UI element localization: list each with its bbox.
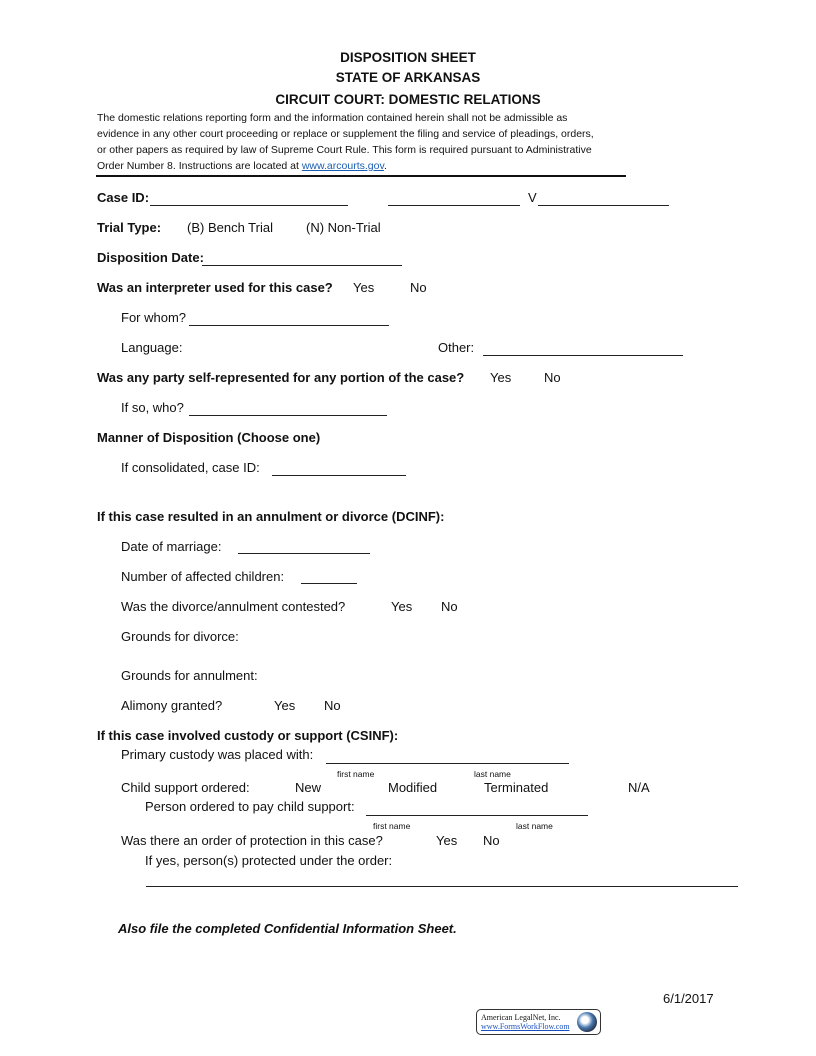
other-label: Other: [438,340,475,355]
contested-question: Was the divorce/annulment contested? [121,599,346,614]
contested-yes[interactable]: Yes [391,599,413,614]
party2-field[interactable] [538,205,669,206]
last-name-caption: last name [474,769,511,779]
protection-question: Was there an order of protection in this case? [121,833,383,848]
party1-field[interactable] [388,205,520,206]
first-name-caption: first name [373,821,411,831]
case-id-label: Case ID: [97,190,150,205]
logo-company: American LegalNet, Inc. [481,1013,561,1022]
primary-custody-field[interactable] [326,763,569,764]
subtitle-state: STATE OF ARKANSAS [335,70,481,85]
protection-yes[interactable]: Yes [436,833,458,848]
case-id-field[interactable] [150,205,348,206]
title: DISPOSITION SHEET [340,50,476,65]
protected-persons-field[interactable] [146,886,738,887]
date-of-marriage-label: Date of marriage: [121,539,222,554]
also-file-note: Also file the completed Confidential Information Sheet. [118,921,457,936]
if-so-who-field[interactable] [189,415,387,416]
child-support-label: Child support ordered: [121,780,250,795]
form-date: 6/1/2017 [663,991,714,1006]
disposition-date-field[interactable] [202,265,402,266]
for-whom-label: For whom? [121,310,187,325]
contested-no[interactable]: No [441,599,458,614]
interpreter-question: Was an interpreter used for this case? [97,280,333,295]
trial-type-label: Trial Type: [97,220,162,235]
disposition-date-label: Disposition Date: [97,250,204,265]
self-represented-question: Was any party self-represented for any portion of the case? [97,370,465,385]
option-non-trial[interactable]: (N) Non-Trial [306,220,381,235]
grounds-annulment-label: Grounds for annulment: [121,668,258,683]
support-new[interactable]: New [295,780,322,795]
interpreter-no[interactable]: No [410,280,427,295]
support-modified[interactable]: Modified [388,780,438,795]
support-na[interactable]: N/A [628,780,650,795]
arcourts-link[interactable]: www.arcourts.gov [301,160,384,172]
custody-support-heading: If this case involved custody or support (CSINF): [97,728,399,743]
person-pay-field[interactable] [366,815,588,816]
grounds-divorce-label: Grounds for divorce: [121,629,239,644]
globe-icon [577,1012,597,1032]
annulment-divorce-heading: If this case resulted in an annulment or divorce (DCINF): [97,509,445,524]
period: . [383,160,387,172]
protected-persons-label: If yes, person(s) protected under the order: [145,853,393,868]
self-rep-no[interactable]: No [544,370,561,385]
manner-of-disposition-label: Manner of Disposition (Choose one) [97,430,321,445]
primary-custody-label: Primary custody was placed with: [121,747,314,762]
support-terminated[interactable]: Terminated [484,780,549,795]
if-so-who-label: If so, who? [121,400,184,415]
notice-line: or other papers as required by law of Supreme Court Rule. This form is required pursuant to Administrative [97,144,592,156]
for-whom-field[interactable] [189,325,389,326]
versus-label: V [528,190,537,205]
children-label: Number of affected children: [121,569,285,584]
notice-line: The domestic relations reporting form and the information contained herein shall not be admissible as [97,112,568,124]
language-label: Language: [121,340,183,355]
option-bench-trial[interactable]: (B) Bench Trial [187,220,273,235]
alimony-label: Alimony granted? [121,698,223,713]
consolidated-case-id-field[interactable] [272,475,406,476]
date-of-marriage-field[interactable] [238,553,370,554]
subtitle-court: CIRCUIT COURT: DOMESTIC RELATIONS [275,92,541,107]
protection-no[interactable]: No [483,833,500,848]
notice-line [97,158,387,174]
children-field[interactable] [301,583,357,584]
notice-text: Order Number 8. Instructions are located at [97,160,302,172]
alimony-yes[interactable]: Yes [274,698,296,713]
header-divider [96,175,626,177]
interpreter-yes[interactable]: Yes [353,280,375,295]
logo-url: www.FormsWorkFlow.com [481,1022,570,1031]
self-rep-yes[interactable]: Yes [490,370,512,385]
first-name-caption: first name [337,769,375,779]
consolidated-label: If consolidated, case ID: [121,460,260,475]
person-pay-label: Person ordered to pay child support: [145,799,355,814]
notice-line: evidence in any other court proceeding or replace or supplement the filing and service of pleadings, orders, [97,128,594,140]
other-language-field[interactable] [483,355,683,356]
last-name-caption: last name [516,821,553,831]
alimony-no[interactable]: No [324,698,341,713]
american-legalnet-logo[interactable] [476,1009,601,1035]
